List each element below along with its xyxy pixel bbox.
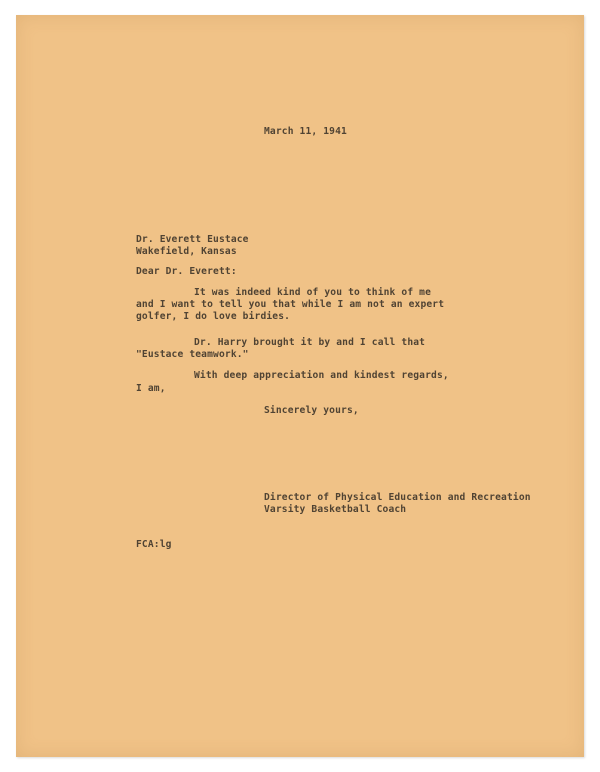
body-line: With deep appreciation and kindest regards, bbox=[194, 370, 449, 381]
complimentary-close: Sincerely yours, bbox=[264, 405, 359, 416]
body-line: and I want to tell you that while I am not an expert bbox=[136, 299, 445, 310]
body-line: golfer, I do love birdies. bbox=[136, 311, 291, 322]
signature-title: Varsity Basketball Coach bbox=[264, 504, 407, 515]
body-line: "Eustace teamwork." bbox=[136, 349, 249, 360]
letter-date: March 11, 1941 bbox=[264, 126, 347, 137]
signature-title: Director of Physical Education and Recreation bbox=[264, 492, 531, 503]
body-line: It was indeed kind of you to think of me bbox=[194, 287, 432, 298]
reference-initials: FCA:lg bbox=[136, 539, 172, 550]
recipient-location: Wakefield, Kansas bbox=[136, 246, 237, 257]
body-line: Dr. Harry brought it by and I call that bbox=[194, 337, 426, 348]
salutation: Dear Dr. Everett: bbox=[136, 266, 237, 277]
body-line: I am, bbox=[136, 383, 166, 394]
recipient-name: Dr. Everett Eustace bbox=[136, 234, 249, 245]
letter-page bbox=[16, 15, 584, 757]
